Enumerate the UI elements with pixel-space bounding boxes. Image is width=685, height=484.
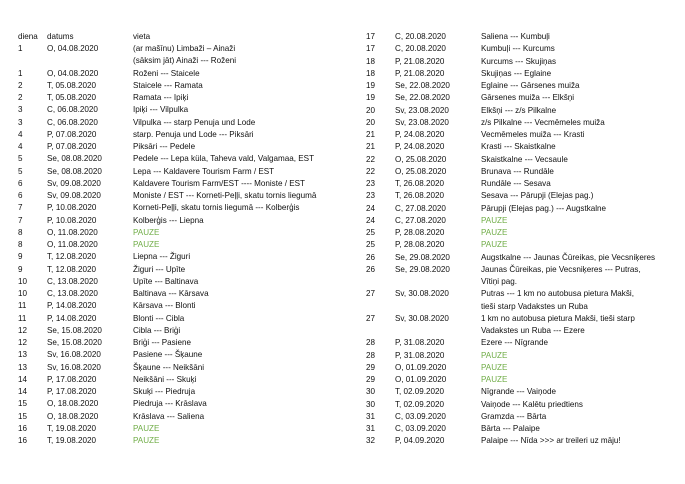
row-place: Vaiņode --- Kalētu priedtiens [481, 399, 583, 409]
row-place: Ipiķi --- Vilpulka [133, 105, 189, 115]
row-place: Kumbuļi --- Kurcums [481, 44, 555, 54]
row-place: Šķaune --- Neikšāni [133, 362, 205, 372]
row-place: z/s Pilkalne --- Vecmēmeles muiža [481, 117, 605, 127]
row-date: P, 28.08.2020 [395, 240, 445, 250]
row-date: P, 24.08.2020 [395, 142, 445, 152]
row-place: Vilpulka --- starp Penuja und Lode [133, 117, 256, 127]
row-place: Upīte --- Baltinava [133, 276, 199, 286]
row-date: O, 18.08.2020 [47, 399, 99, 409]
row-place: PAUZE [133, 240, 160, 249]
row-place: Korneti-Peļļi, skatu tornis liegumā --- Kolberģis [133, 203, 300, 213]
row-day: 2 [18, 80, 23, 90]
row-date: P, 28.08.2020 [395, 228, 445, 237]
row-day: 25 [366, 228, 376, 237]
row-place: Krāslava --- Saliena [133, 411, 205, 421]
row-place: PAUZE [481, 240, 508, 250]
row-day: 12 [18, 338, 28, 347]
row-date: P, 04.09.2020 [395, 436, 445, 446]
row-day: 23 [366, 191, 376, 201]
row-day: 4 [18, 142, 23, 151]
row-date: T, 05.08.2020 [47, 93, 97, 102]
row-place: Ramata --- Ipiķi [133, 93, 189, 102]
row-day: 1 [18, 44, 23, 53]
row-day: 24 [366, 215, 376, 225]
row-day: 31 [366, 411, 376, 421]
row-place: Kurcums --- Skujiņas [481, 56, 557, 66]
row-day: 11 [18, 301, 27, 311]
row-day: 27 [366, 313, 376, 323]
row-day: 13 [18, 362, 28, 372]
row-day: 25 [366, 240, 376, 250]
row-date: P, 24.08.2020 [395, 130, 445, 139]
row-day: 6 [18, 178, 23, 188]
row-date: P, 17.08.2020 [47, 374, 97, 384]
row-place: Liepna --- Žiguri [133, 252, 191, 262]
row-day: 9 [18, 264, 23, 274]
row-place: (ar mašīnu) Limbaži – Ainaži [133, 44, 236, 53]
row-date: C, 06.08.2020 [47, 105, 98, 115]
row-date: Sv, 23.08.2020 [395, 105, 449, 115]
row-place: Staicele --- Ramata [133, 80, 203, 90]
row-date: O, 04.08.2020 [47, 68, 99, 78]
row-place: Neikšāni --- Skuķi [133, 374, 197, 384]
row-date: O, 18.08.2020 [47, 411, 99, 421]
row-place: Kaldavere Tourism Farm/EST ---- Moniste / EST [133, 178, 305, 188]
row-date: O, 04.08.2020 [47, 44, 99, 53]
row-place: Pedele --- Lepa küla, Taheva vald, Valgamaa, EST [133, 154, 315, 164]
row-place: PAUZE [133, 227, 160, 237]
row-place: Elkšņi --- z/s Pilkalne [481, 105, 557, 115]
row-place: Putras --- 1 km no autobusa pietura Makši, [481, 289, 634, 299]
row-day: 4 [18, 129, 23, 139]
row-day: 17 [366, 44, 376, 54]
row-place: PAUZE [481, 215, 508, 225]
row-date: P, 07.08.2020 [47, 142, 97, 151]
row-place: tieši starp Vadakstes un Ruba [481, 301, 588, 311]
row-date: P, 10.08.2020 [47, 203, 97, 213]
row-place: Vītiņi pag. [481, 277, 517, 286]
row-place: Sesava --- Pārupji (Elejas pag.) [481, 191, 594, 201]
row-day: 12 [18, 325, 28, 335]
row-date: O, 11.08.2020 [47, 240, 98, 249]
row-place: Gramzda --- Bārta [481, 411, 547, 421]
row-place: Piksāri --- Pedele [133, 142, 196, 151]
row-day: 5 [18, 166, 23, 176]
row-date: Sv, 16.08.2020 [47, 362, 101, 372]
row-date: C, 27.08.2020 [395, 203, 446, 213]
row-date: O, 25.08.2020 [395, 166, 447, 176]
row-day: 30 [366, 399, 376, 409]
row-date: Se, 08.08.2020 [47, 166, 102, 176]
row-day: 23 [366, 179, 376, 188]
row-day: 8 [18, 240, 23, 249]
row-date: Se, 29.08.2020 [395, 252, 450, 262]
row-date: P, 21.08.2020 [395, 68, 445, 78]
row-date: Se, 22.08.2020 [395, 93, 450, 103]
row-day: 22 [366, 154, 376, 164]
row-day: 16 [18, 423, 28, 433]
row-date: Se, 15.08.2020 [47, 338, 102, 347]
row-place: Cibla --- Briģi [133, 325, 181, 335]
row-place: Žiguri --- Upīte [133, 264, 186, 274]
row-day: 9 [18, 252, 23, 262]
row-date: P, 07.08.2020 [47, 129, 97, 139]
row-place: Gārsenes muiža --- Elkšņi [481, 93, 575, 103]
row-date: P, 31.08.2020 [395, 350, 445, 360]
row-date: Se, 29.08.2020 [395, 264, 450, 274]
row-day: 17 [366, 32, 376, 41]
row-day: 10 [18, 289, 28, 298]
row-day: 28 [366, 338, 376, 348]
row-place: Nīgrande --- Vaiņode [481, 387, 556, 397]
row-day: 18 [366, 56, 376, 66]
row-date: Sv, 30.08.2020 [395, 313, 449, 323]
row-place: PAUZE [481, 375, 508, 384]
row-day: 8 [18, 227, 23, 237]
row-place: Ezere --- Nīgrande [481, 338, 549, 348]
row-date: T, 26.08.2020 [395, 179, 445, 188]
row-place: Augstkalne --- Jaunas Čūreikas, pie Vecsniķeres [481, 252, 656, 262]
row-place: Skaistkalne --- Vecsaule [481, 154, 568, 164]
row-day: 20 [366, 117, 376, 127]
row-date: C, 13.08.2020 [47, 276, 98, 286]
row-day: 20 [366, 105, 376, 115]
row-date: T, 12.08.2020 [47, 264, 97, 274]
row-day: 18 [366, 68, 376, 78]
row-date: C, 06.08.2020 [47, 117, 98, 127]
row-place: Baltinava --- Kārsava [133, 289, 209, 298]
row-date: C, 03.09.2020 [395, 424, 446, 433]
row-day: 30 [366, 387, 376, 397]
row-place: Blonti --- Cibla [133, 313, 185, 323]
row-day: 3 [18, 105, 23, 115]
row-date: P, 14.08.2020 [47, 313, 97, 323]
header-date: datums [47, 32, 74, 41]
row-day: 28 [366, 350, 376, 360]
row-day: 19 [366, 81, 376, 90]
row-day: 15 [18, 399, 28, 409]
row-place: Palaipe --- Nīda >>> ar treileri uz māju! [481, 436, 621, 446]
row-date: Sv, 23.08.2020 [395, 117, 449, 127]
row-day: 6 [18, 191, 23, 200]
row-date: O, 11.08.2020 [47, 227, 98, 237]
row-day: 24 [366, 203, 376, 213]
row-date: O, 01.09.2020 [395, 362, 447, 372]
row-day: 14 [18, 374, 28, 384]
row-day: 3 [18, 117, 23, 127]
row-day: 11 [18, 313, 27, 323]
row-date: P, 31.08.2020 [395, 338, 445, 348]
row-day: 26 [366, 264, 376, 274]
row-place: Saliena --- Kumbuļi [481, 32, 550, 41]
row-place: Piedruja --- Krāslava [133, 399, 207, 409]
row-date: T, 19.08.2020 [47, 423, 97, 433]
row-place: PAUZE [133, 436, 160, 445]
row-place: Moniste / EST --- Korneti-Peļļi, skatu tornis liegumā [133, 191, 317, 200]
row-place: PAUZE [133, 423, 160, 433]
row-day: 21 [366, 142, 376, 152]
header-place: vieta [133, 32, 151, 41]
row-place: Briģi --- Pasiene [133, 338, 192, 347]
row-day: 29 [366, 362, 376, 372]
row-day: 14 [18, 387, 28, 396]
row-date: Sv, 09.08.2020 [47, 178, 101, 188]
row-place: Rundāle --- Sesava [481, 179, 551, 188]
row-place: Brunava --- Rundāle [481, 166, 554, 176]
row-date: P, 10.08.2020 [47, 215, 97, 225]
row-date: C, 13.08.2020 [47, 289, 98, 298]
row-day: 22 [366, 166, 376, 176]
row-place: PAUZE [481, 228, 508, 237]
row-place: Roženi --- Staicele [133, 68, 200, 78]
row-day: 21 [366, 130, 376, 139]
row-place: Krasti --- Skaistkalne [481, 142, 556, 152]
row-place: Lepa --- Kaldavere Tourism Farm / EST [133, 166, 275, 176]
row-date: T, 02.09.2020 [395, 387, 445, 397]
row-date: T, 19.08.2020 [47, 436, 97, 445]
row-date: T, 12.08.2020 [47, 252, 97, 262]
row-place: PAUZE [481, 350, 508, 360]
row-place: Vadakstes un Ruba --- Ezere [481, 326, 585, 335]
row-date: Se, 15.08.2020 [47, 325, 102, 335]
row-date: P, 17.08.2020 [47, 387, 97, 396]
row-place: Vecmēmeles muiža --- Krasti [481, 130, 585, 139]
row-day: 32 [366, 436, 376, 446]
row-date: P, 14.08.2020 [47, 301, 97, 311]
row-date: Sv, 16.08.2020 [47, 350, 101, 360]
row-date: T, 05.08.2020 [47, 80, 97, 90]
row-day: 26 [366, 252, 376, 262]
row-place: Skuķi --- Piedruja [133, 387, 196, 396]
table-header [0, 31, 685, 43]
row-place: (sāksim jāt) Ainaži --- Roženi [133, 56, 236, 66]
row-day: 15 [18, 411, 28, 421]
row-date: C, 20.08.2020 [395, 32, 446, 41]
row-date: Sv, 09.08.2020 [47, 191, 101, 200]
row-place: 1 km no autobusa pietura Makši, tieši starp [481, 313, 635, 323]
row-date: C, 27.08.2020 [395, 215, 446, 225]
row-place: Pārupji (Elejas pag.) --- Augstkalne [481, 203, 607, 213]
row-day: 5 [18, 154, 23, 164]
row-day: 19 [366, 93, 376, 103]
row-day: 7 [18, 203, 23, 213]
row-day: 1 [18, 68, 23, 78]
row-day: 2 [18, 93, 23, 102]
row-date: C, 03.09.2020 [395, 411, 446, 421]
row-day: 29 [366, 375, 376, 384]
row-place: Jaunas Čūreikas, pie Vecsniķeres --- Putras, [481, 264, 641, 274]
row-day: 27 [366, 289, 376, 299]
row-date: O, 25.08.2020 [395, 154, 447, 164]
header-day: diena [18, 32, 38, 41]
row-day: 16 [18, 436, 28, 445]
row-place: Bārta --- Palaipe [481, 424, 540, 433]
row-day: 31 [366, 424, 376, 433]
row-place: Pasiene --- Šķaune [133, 350, 203, 360]
row-date: P, 21.08.2020 [395, 56, 445, 66]
row-day: 10 [18, 276, 28, 286]
row-date: Sv, 30.08.2020 [395, 289, 449, 299]
row-place: Kolberģis --- Liepna [133, 215, 204, 225]
row-place: PAUZE [481, 362, 508, 372]
row-date: Se, 22.08.2020 [395, 81, 450, 90]
row-place: Skujiņas --- Eglaine [481, 68, 552, 78]
row-place: Eglaine --- Gārsenes muiža [481, 81, 580, 90]
row-date: Se, 08.08.2020 [47, 154, 102, 164]
row-day: 7 [18, 215, 23, 225]
row-day: 13 [18, 350, 28, 360]
row-date: T, 02.09.2020 [395, 399, 445, 409]
row-place: starp. Penuja und Lode --- Piksāri [133, 129, 254, 139]
row-date: O, 01.09.2020 [395, 375, 447, 384]
row-place: Kārsava --- Blonti [133, 301, 196, 311]
row-date: C, 20.08.2020 [395, 44, 446, 54]
row-date: T, 26.08.2020 [395, 191, 445, 201]
